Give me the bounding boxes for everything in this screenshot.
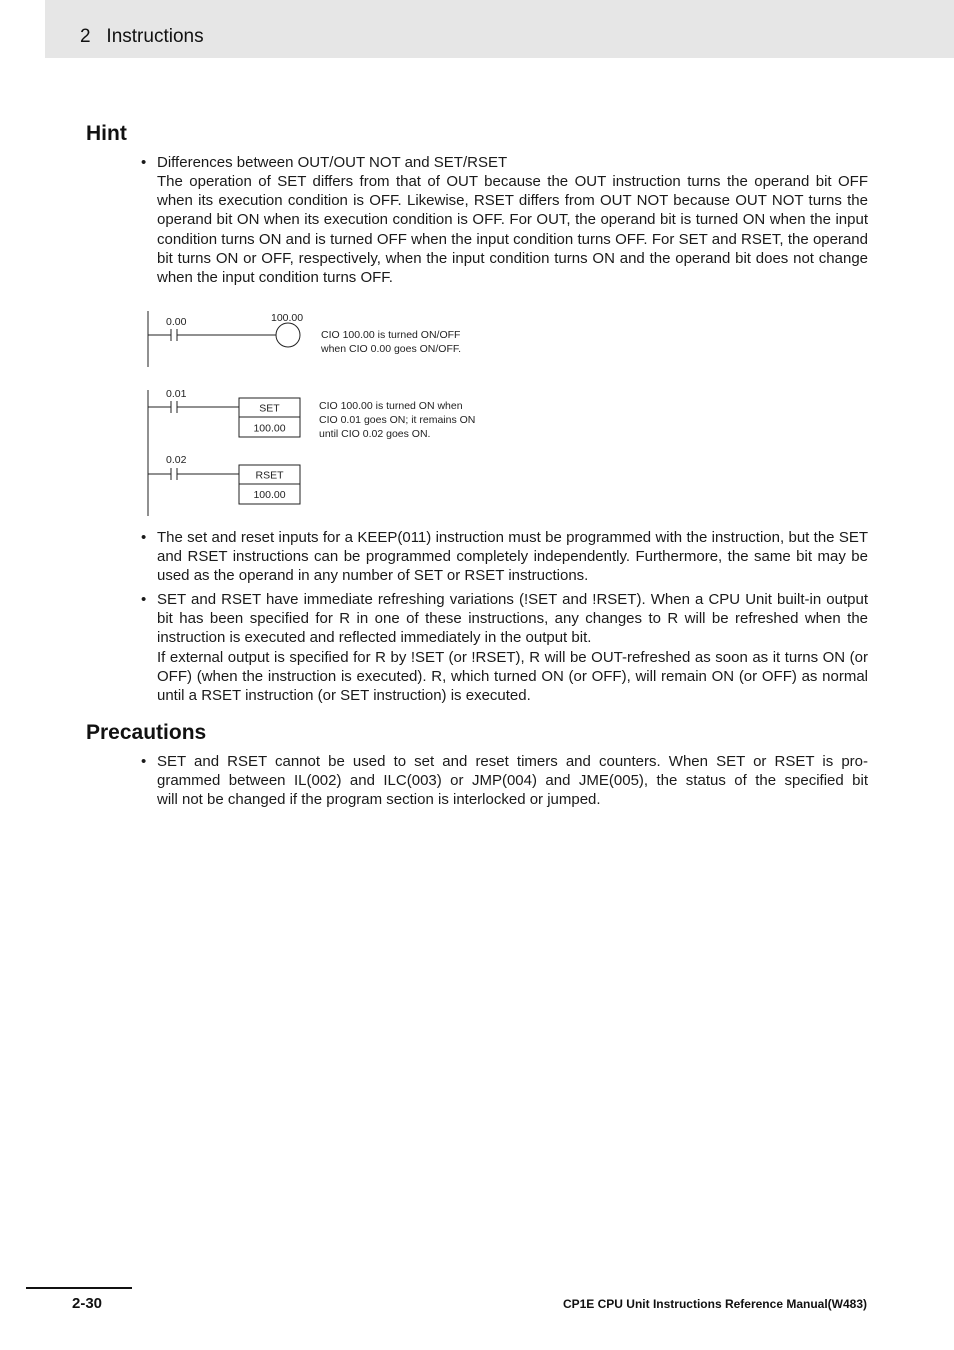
set-operand-label: 100.00 [253,422,286,435]
rung2-note-line2: CIO 0.01 goes ON; it remains ON [319,414,476,426]
rset-operand-label: 100.00 [253,489,286,501]
set-instruction-label: SET [259,402,280,415]
ladder-diagram [140,308,520,520]
precautions-text [157,752,868,810]
coil-circle [276,323,300,347]
section-title: Instructions [106,26,204,47]
bullet1-body: The operation of SET differs from that of OUT because the OUT instruction turns the operand bit OFF when its execution condition is OFF. Likewise, RSET differs from OUT NOT because OUT NOT turns the operand bit ON when its execution condition is OFF. For OUT, the operand bit is turned ON when the input condition turns ON and is turned OFF when the input condition turns OFF. For SET and RSET, the operand bit turns ON or OFF, respectively, when the input condition turns ON and the operand bit does not change when the input condition turns OFF. [157,173,868,287]
precautions-title: Precautions [86,721,207,744]
rung1-coil-label: 100.00 [271,312,304,324]
bullet-marker: • [141,591,147,608]
bullet-marker: • [141,154,147,171]
hint-title: Hint [86,122,127,145]
rung3-contact-label: 0.02 [166,454,187,466]
bullet2-text: The set and reset inputs for a KEEP(011) instruction must be programmed with the instruction, but the SET and RSET instructions can be programmed completely independently. Furthermore, the same bit may be used as the operand in any number of SET or RSET instructions. [157,529,868,585]
precautions-line2: grammed between IL(002) and ILC(003) or JMP(004) and JME(005), the status of the specified bit [157,772,868,790]
precautions-line1: SET and RSET cannot be used to set and reset timers and counters. When SET or RSET is pro- [157,753,868,770]
footer-rule [26,1287,132,1289]
rung2-contact-label: 0.01 [166,388,187,400]
page-number: 2-30 [72,1295,103,1312]
bullet-marker: • [141,753,147,770]
rung1-note-line1: CIO 100.00 is turned ON/OFF [321,329,461,341]
rung2-note-line3: until CIO 0.02 goes ON. [319,428,431,440]
rung1-note-line2: when CIO 0.00 goes ON/OFF. [321,343,462,355]
bullet1-heading: Differences between OUT/OUT NOT and SET/RSET [157,154,508,171]
bullet-marker: • [141,529,147,546]
section-number: 2 [80,26,91,47]
rung2-note-line1: CIO 100.00 is turned ON when [319,400,463,412]
rung1-contact-label: 0.00 [166,316,187,328]
header-section [80,26,204,48]
bullet3-paragraph2: If external output is specified for R by !SET (or !RSET), R will be OUT-refreshed as soon as it turns ON (or OFF) (when the instruction is executed). R, which turned ON (or OFF), will remain ON (or OFF) as normal until a RSET instruction (or SET instruction) is executed. [157,649,868,705]
precautions-line3: will not be changed if the program section is interlocked or jumped. [157,791,601,809]
bullet3-paragraph1: SET and RSET have immediate refreshing variations (!SET and !RSET). When a CPU Unit built-in output bit has been specified for R in one of these instructions, any changes to R will be refreshed when the instruction is executed and reflected immediately in the output bit. [157,591,868,647]
rset-instruction-label: RSET [255,469,284,482]
manual-title: CP1E CPU Unit Instructions Reference Manual(W483) [562,1297,867,1311]
